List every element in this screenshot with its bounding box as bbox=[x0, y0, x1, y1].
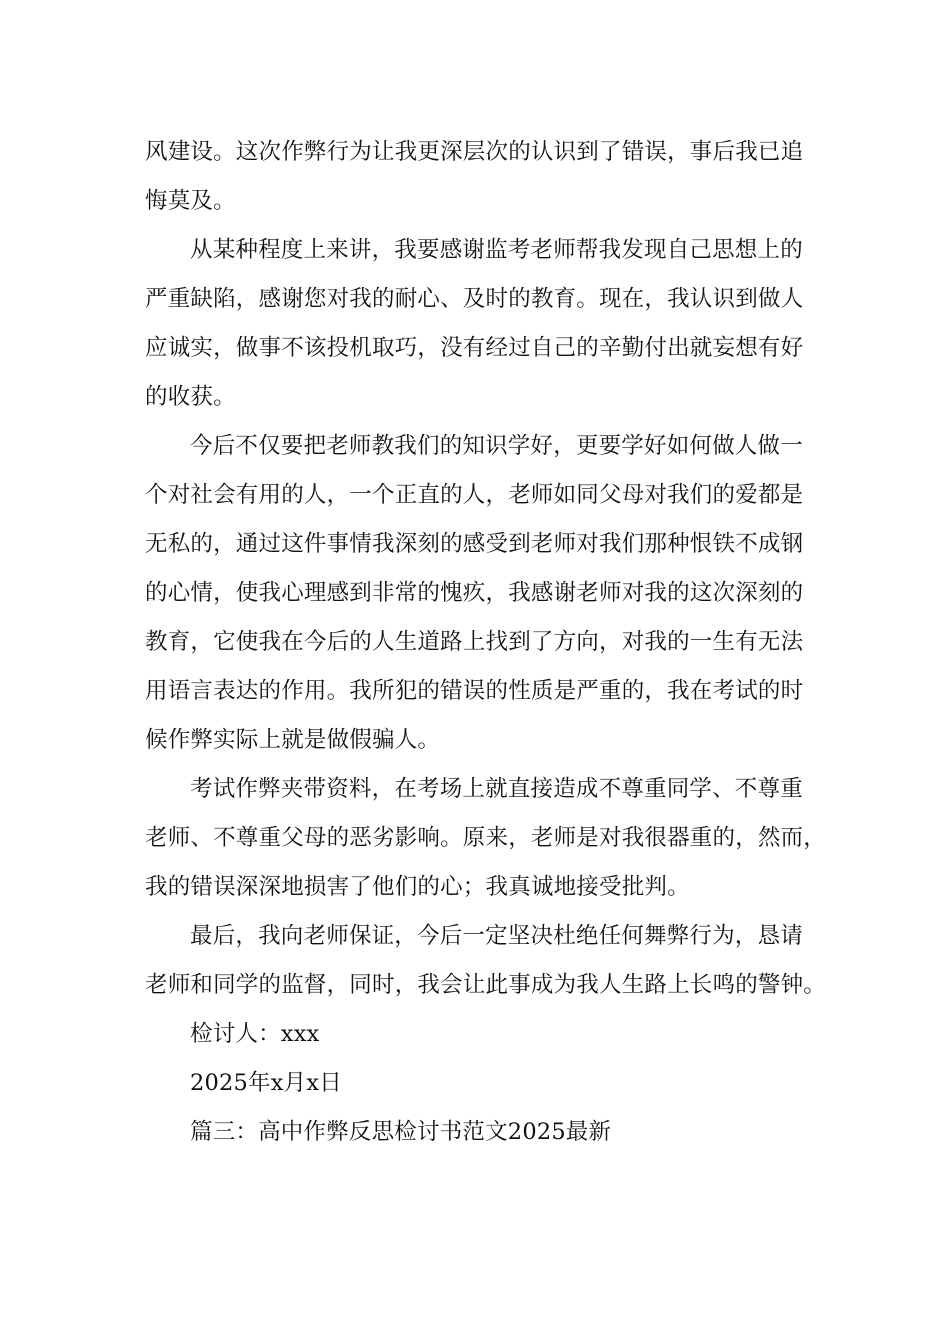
text-line: 无私的，通过这件事情我深刻的感受到老师对我们那种恨铁不成钢 bbox=[145, 531, 804, 557]
text-line: 严重缺陷，感谢您对我的耐心、及时的教育。现在，我认识到做人 bbox=[145, 286, 804, 312]
text-line: 最后，我向老师保证，今后一定坚决杜绝任何舞弊行为，恳请 bbox=[190, 923, 803, 949]
section-heading: 篇三：高中作弊反思检讨书范文2025最新 bbox=[190, 1119, 612, 1145]
signature-line: 检讨人：xxx bbox=[190, 1021, 320, 1047]
text-line: 今后不仅要把老师教我们的知识学好，更要学好如何做人做一 bbox=[190, 433, 803, 459]
text-line: 我的错误深深地损害了他们的心；我真诚地接受批判。 bbox=[145, 874, 690, 900]
text-line: 的收获。 bbox=[145, 384, 236, 410]
date-line: 2025年x月x日 bbox=[190, 1070, 342, 1096]
document-page bbox=[145, 128, 827, 1157]
text-line: 悔莫及。 bbox=[145, 188, 236, 214]
paragraph-3 bbox=[145, 422, 810, 765]
text-line: 个对社会有用的人，一个正直的人，老师如同父母对我们的爱都是 bbox=[145, 482, 804, 508]
text-line: 教育，它使我在今后的人生道路上找到了方向，对我的一生有无法 bbox=[145, 629, 804, 655]
text-line: 应诚实，做事不该投机取巧，没有经过自己的辛勤付出就妄想有好 bbox=[145, 335, 804, 361]
paragraph-4 bbox=[145, 765, 827, 912]
text-line: 从某种程度上来讲，我要感谢监考老师帮我发现自己思想上的 bbox=[190, 237, 803, 263]
text-line: 考试作弊夹带资料，在考场上就直接造成不尊重同学、不尊重 bbox=[190, 776, 803, 802]
text-line: 用语言表达的作用。我所犯的错误的性质是严重的，我在考试的时 bbox=[145, 678, 804, 704]
text-line: 风建设。这次作弊行为让我更深层次的认识到了错误，事后我已追 bbox=[145, 139, 804, 165]
paragraph-2 bbox=[145, 226, 810, 422]
paragraph-5 bbox=[145, 912, 827, 1010]
paragraph-1 bbox=[145, 128, 810, 226]
text-line: 的心情，使我心理感到非常的愧疚，我感谢老师对我的这次深刻的 bbox=[145, 580, 804, 606]
text-line: 候作弊实际上就是做假骗人。 bbox=[145, 727, 441, 753]
text-line: 老师、不尊重父母的恶劣影响。原来，老师是对我很器重的，然而， bbox=[145, 825, 827, 851]
text-line: 老师和同学的监督，同时，我会让此事成为我人生路上长鸣的警钟。 bbox=[145, 972, 827, 998]
